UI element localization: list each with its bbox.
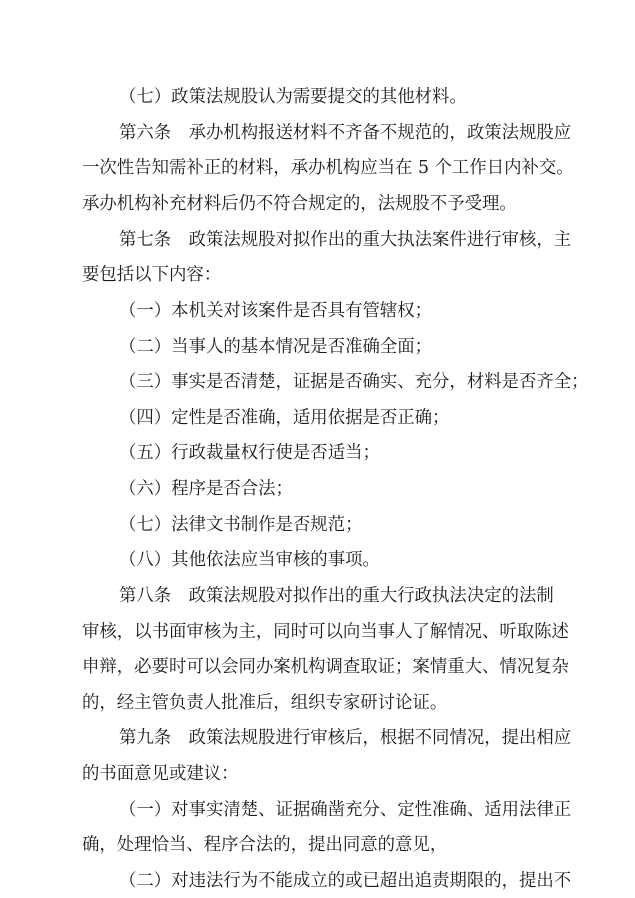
article-8-heading-line: 第八条 政策法规股对拟作出的重大行政执法决定的法制 xyxy=(119,586,554,606)
text-line-16: 审核，以书面审核为主，同时可以向当事人了解情况、听取陈述 xyxy=(82,622,569,642)
list-item-1: （一）本机关对该案件是否具有管辖权； xyxy=(119,301,433,321)
text-line-17: 申辩，必要时可以会同办案机构调查取证；案情重大、情况复杂 xyxy=(82,657,569,677)
list-item-6: （六）程序是否合法； xyxy=(119,479,293,499)
text-line-20: 的书面意见或建议： xyxy=(82,764,239,784)
article-7-heading-line: 第七条 政策法规股对拟作出的重大执法案件进行审核，主 xyxy=(119,230,572,250)
text-line-1: （七）政策法规股认为需要提交的其他材料。 xyxy=(119,87,467,107)
list-item-3: （三）事实是否清楚，证据是否确实、充分，材料是否齐全； xyxy=(119,372,589,392)
text-line-6: 要包括以下内容： xyxy=(82,265,222,285)
text-line-4: 承办机构补充材料后仍不符合规定的，法规股不予受理。 xyxy=(82,194,517,214)
list-item-4: （四）定性是否准确，适用依据是否正确； xyxy=(119,408,450,428)
list-item-9-1: （一）对事实清楚、证据确凿充分、定性准确、适用法律正 xyxy=(119,800,572,820)
list-item-9-2: （二）对违法行为不能成立的或已超出追责期限的，提出不 xyxy=(119,871,572,891)
text-line-18: 的，经主管负责人批准后，组织专家研讨论证。 xyxy=(82,693,448,713)
list-item-7: （七）法律文书制作是否规范； xyxy=(119,515,363,535)
list-item-8: （八）其他依法应当审核的事项。 xyxy=(119,550,380,570)
list-item-2: （二）当事人的基本情况是否准确全面； xyxy=(119,337,433,357)
article-9-heading-line: 第九条 政策法规股进行审核后，根据不同情况，提出相应 xyxy=(119,728,572,748)
list-item-5: （五）行政裁量权行使是否适当； xyxy=(119,443,380,463)
text-line-3: 一次性告知需补正的材料，承办机构应当在 5 个工作日内补交。 xyxy=(82,158,574,178)
article-6-heading-line: 第六条 承办机构报送材料不齐备不规范的，政策法规股应 xyxy=(119,123,572,143)
text-line-22: 确，处理恰当、程序合法的，提出同意的意见， xyxy=(82,835,448,855)
